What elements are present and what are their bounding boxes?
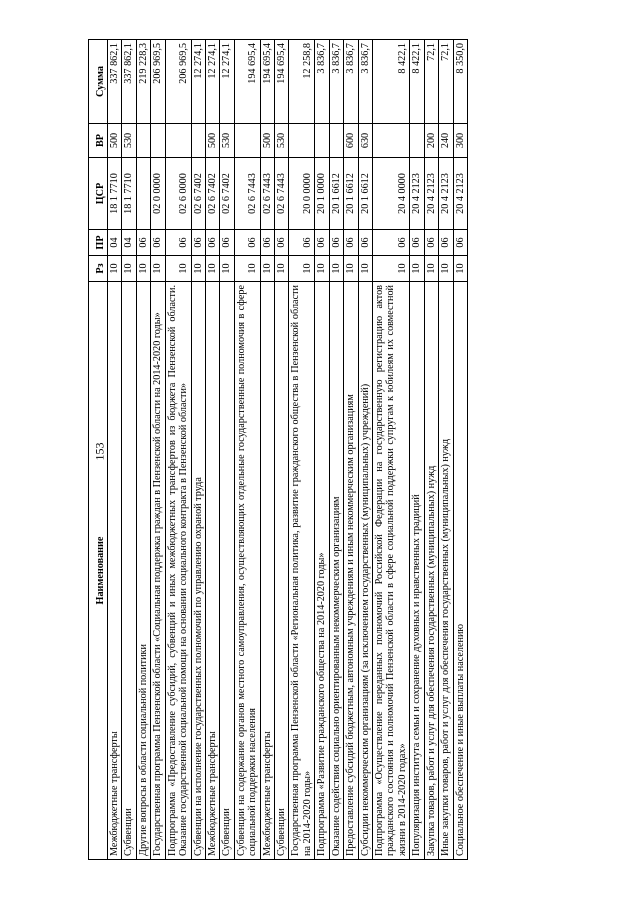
cell-name: Закупка товаров, работ и услуг для обеспечения государственных (муниципальных) нужд <box>424 282 438 860</box>
table-body <box>108 40 468 860</box>
table-row <box>275 40 289 860</box>
cell-sum: 3 836,7 <box>329 40 343 124</box>
cell-sum: 12 274,1 <box>205 40 219 124</box>
cell-name: Субвенции <box>122 282 136 860</box>
cell-name: Подпрограмма «Осуществление переданных полномочий Российской Федерации на государственную регистрацию актов гражданского состояния и полномочий Пензенской области в сфере социальной поддержки супругам к юбилеям их совместной жизни в 2014-2020 годах» <box>373 282 410 860</box>
table-row <box>439 40 453 860</box>
cell-rz: 10 <box>424 256 438 282</box>
cell-name: Межбюджетные трансферты <box>205 282 219 860</box>
cell-pr: 06 <box>289 230 315 256</box>
cell-name: Межбюджетные трансферты <box>260 282 274 860</box>
cell-name: Субсидии некоммерческим организациям (за исключением государственных (муниципальных) учреждений) <box>358 282 372 860</box>
cell-name: Субвенции на содержание органов местного самоуправления, осуществляющих отдельные государственные полномочия в сфере социальной поддержки населения <box>234 282 260 860</box>
table-header-row <box>89 40 108 860</box>
cell-csr: 02 6 7443 <box>260 158 274 230</box>
table-row <box>344 40 358 860</box>
cell-pr: 06 <box>410 230 424 256</box>
cell-vr <box>315 124 329 158</box>
cell-rz: 10 <box>234 256 260 282</box>
cell-rz: 10 <box>122 256 136 282</box>
table-row <box>122 40 136 860</box>
cell-pr: 06 <box>439 230 453 256</box>
cell-vr: 500 <box>205 124 219 158</box>
cell-name: Государственная программа Пензенской области «Социальная поддержка граждан в Пензенской области на 2014-2020 годы» <box>151 282 165 860</box>
header-rz: Рз <box>89 256 108 282</box>
cell-vr <box>136 124 150 158</box>
cell-rz: 10 <box>453 256 467 282</box>
cell-name: Подпрограмма «Предоставление субсидий, субвенций и иных межбюджетных трансфертов из бюджета Пензенской области. Оказание государственной социальной помощи на основании социального контракта в Пензенской области» <box>165 282 191 860</box>
table-row <box>373 40 410 860</box>
cell-pr: 06 <box>165 230 191 256</box>
cell-name: Государственная программа Пензенской области «Региональная политика, развитие гражданского общества в Пензенской области на 2014-2020 годы» <box>289 282 315 860</box>
cell-csr: 20 1 6612 <box>344 158 358 230</box>
table-row <box>424 40 438 860</box>
cell-sum: 8 422,1 <box>410 40 424 124</box>
cell-csr: 20 1 0000 <box>315 158 329 230</box>
cell-name: Другие вопросы в области социальной политики <box>136 282 150 860</box>
table-row <box>151 40 165 860</box>
cell-rz: 10 <box>439 256 453 282</box>
cell-csr: 20 4 2123 <box>410 158 424 230</box>
cell-csr <box>136 158 150 230</box>
cell-pr: 06 <box>275 230 289 256</box>
cell-csr: 20 4 0000 <box>373 158 410 230</box>
cell-pr: 06 <box>136 230 150 256</box>
cell-csr: 20 0 0000 <box>289 158 315 230</box>
cell-csr: 20 4 2123 <box>439 158 453 230</box>
cell-csr: 20 4 2123 <box>453 158 467 230</box>
cell-csr: 02 6 7443 <box>275 158 289 230</box>
table-row <box>234 40 260 860</box>
table-row <box>289 40 315 860</box>
cell-csr: 02 6 7402 <box>220 158 234 230</box>
cell-sum: 194 695,4 <box>275 40 289 124</box>
cell-sum: 8 350,0 <box>453 40 467 124</box>
cell-pr: 06 <box>220 230 234 256</box>
cell-sum: 337 862,1 <box>108 40 122 124</box>
cell-name: Подпрограмма «Развитие гражданского общества на 2014-2020 годы» <box>315 282 329 860</box>
cell-rz: 10 <box>191 256 205 282</box>
cell-vr: 530 <box>275 124 289 158</box>
table-row <box>358 40 372 860</box>
cell-vr <box>165 124 191 158</box>
cell-vr: 530 <box>220 124 234 158</box>
cell-pr: 06 <box>358 230 372 256</box>
cell-vr <box>410 124 424 158</box>
cell-rz: 10 <box>410 256 424 282</box>
cell-vr: 240 <box>439 124 453 158</box>
cell-vr: 530 <box>122 124 136 158</box>
cell-sum: 12 274,1 <box>220 40 234 124</box>
cell-rz: 10 <box>165 256 191 282</box>
cell-rz: 10 <box>289 256 315 282</box>
cell-csr: 02 6 7402 <box>191 158 205 230</box>
cell-rz: 10 <box>329 256 343 282</box>
cell-vr <box>234 124 260 158</box>
cell-csr: 20 4 2123 <box>424 158 438 230</box>
cell-pr: 04 <box>122 230 136 256</box>
table-row <box>205 40 219 860</box>
cell-sum: 219 228,3 <box>136 40 150 124</box>
cell-name: Субвенции <box>220 282 234 860</box>
cell-vr <box>191 124 205 158</box>
cell-vr: 200 <box>424 124 438 158</box>
cell-name: Популяризация института семьи и сохранение духовных и нравственных традиций <box>410 282 424 860</box>
cell-pr: 06 <box>373 230 410 256</box>
table-row <box>108 40 122 860</box>
cell-sum: 206 969,5 <box>165 40 191 124</box>
cell-sum: 72,1 <box>439 40 453 124</box>
cell-name: Межбюджетные трансферты <box>108 282 122 860</box>
table-row <box>220 40 234 860</box>
header-name: Наименование <box>89 282 108 860</box>
table-row <box>136 40 150 860</box>
cell-pr: 06 <box>424 230 438 256</box>
cell-rz: 10 <box>108 256 122 282</box>
cell-vr: 300 <box>453 124 467 158</box>
header-pr: ПР <box>89 230 108 256</box>
cell-vr: 600 <box>344 124 358 158</box>
cell-pr: 06 <box>234 230 260 256</box>
cell-rz: 10 <box>260 256 274 282</box>
cell-csr: 18 1 7710 <box>108 158 122 230</box>
cell-pr: 06 <box>329 230 343 256</box>
cell-csr: 02 6 0000 <box>165 158 191 230</box>
table-row <box>260 40 274 860</box>
cell-name: Субвенции на исполнение государственных полномочий по управлению охраной труда <box>191 282 205 860</box>
cell-csr: 02 6 7402 <box>205 158 219 230</box>
cell-pr: 06 <box>260 230 274 256</box>
cell-rz: 10 <box>373 256 410 282</box>
cell-rz: 10 <box>205 256 219 282</box>
cell-rz: 10 <box>220 256 234 282</box>
cell-csr: 18 1 7710 <box>122 158 136 230</box>
cell-sum: 3 836,7 <box>344 40 358 124</box>
cell-csr: 20 1 6612 <box>329 158 343 230</box>
cell-vr <box>373 124 410 158</box>
cell-rz: 10 <box>151 256 165 282</box>
table-row <box>453 40 467 860</box>
table-row <box>329 40 343 860</box>
table-row <box>410 40 424 860</box>
cell-sum: 206 969,5 <box>151 40 165 124</box>
cell-pr: 04 <box>108 230 122 256</box>
cell-pr: 06 <box>315 230 329 256</box>
cell-sum: 12 274,1 <box>191 40 205 124</box>
cell-pr: 06 <box>205 230 219 256</box>
header-csr: ЦСР <box>89 158 108 230</box>
cell-name: Предоставление субсидий бюджетным, автономным учреждениям и иным некоммерческим организациям <box>344 282 358 860</box>
cell-sum: 72,1 <box>424 40 438 124</box>
cell-rz: 10 <box>344 256 358 282</box>
table-row <box>315 40 329 860</box>
cell-sum: 3 836,7 <box>315 40 329 124</box>
cell-vr <box>289 124 315 158</box>
cell-sum: 12 258,8 <box>289 40 315 124</box>
cell-vr: 500 <box>108 124 122 158</box>
cell-sum: 3 836,7 <box>358 40 372 124</box>
cell-vr: 630 <box>358 124 372 158</box>
cell-name: Субвенции <box>275 282 289 860</box>
table-row <box>165 40 191 860</box>
cell-name: Социальное обеспечение и иные выплаты населению <box>453 282 467 860</box>
rotated-page <box>88 40 558 860</box>
cell-csr: 02 0 0000 <box>151 158 165 230</box>
cell-pr: 06 <box>191 230 205 256</box>
cell-pr: 06 <box>453 230 467 256</box>
cell-vr: 500 <box>260 124 274 158</box>
cell-csr: 02 6 7443 <box>234 158 260 230</box>
cell-name: Иные закупки товаров, работ и услуг для обеспечения государственных (муниципальных) нужд <box>439 282 453 860</box>
header-vr: ВР <box>89 124 108 158</box>
cell-sum: 194 695,4 <box>234 40 260 124</box>
cell-rz: 10 <box>358 256 372 282</box>
cell-name: Оказание содействия социально ориентированным некоммерческим организациям <box>329 282 343 860</box>
cell-sum: 194 695,4 <box>260 40 274 124</box>
cell-vr <box>151 124 165 158</box>
table-row <box>191 40 205 860</box>
cell-sum: 8 422,1 <box>373 40 410 124</box>
cell-vr <box>329 124 343 158</box>
page-number-text: 153 <box>92 442 107 461</box>
cell-csr: 20 1 6612 <box>358 158 372 230</box>
cell-pr: 06 <box>151 230 165 256</box>
cell-pr: 06 <box>344 230 358 256</box>
cell-rz: 10 <box>275 256 289 282</box>
budget-table <box>88 39 468 860</box>
header-sum: Сумма <box>89 40 108 124</box>
cell-rz: 10 <box>136 256 150 282</box>
cell-sum: 337 862,1 <box>122 40 136 124</box>
cell-rz: 10 <box>315 256 329 282</box>
